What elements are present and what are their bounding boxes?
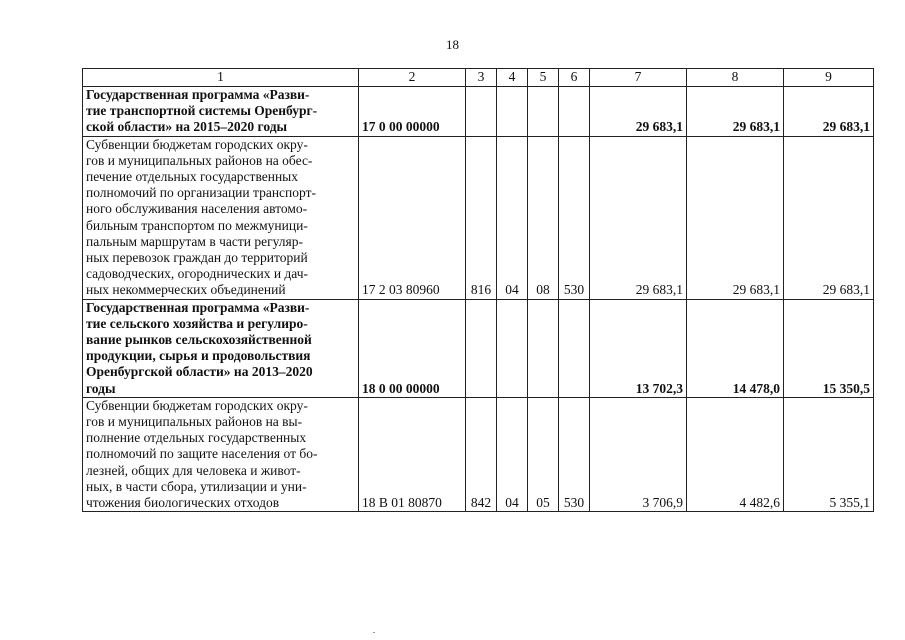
- row-name-line: вание рынков сельскохозяйственной: [86, 332, 312, 348]
- target-article-code-cell: 17 2 03 80960: [359, 136, 466, 299]
- scan-speck: [373, 632, 375, 633]
- expense-type-code-cell: 530: [559, 397, 590, 511]
- row-name-line: садоводческих, огороднических и дач-: [86, 266, 309, 282]
- row-name-cell: [83, 299, 359, 397]
- row-name-line: ных перевозок граждан до территорий: [86, 250, 308, 266]
- amount-col7-cell: 13 702,3: [590, 299, 687, 397]
- row-name-cell: [83, 397, 359, 511]
- row-name-line: полномочий по организации транспорт-: [86, 185, 316, 201]
- target-article-code-cell: 18 В 01 80870: [359, 397, 466, 511]
- amount-col7-cell: 3 706,9: [590, 397, 687, 511]
- subsection-code-cell: [528, 299, 559, 397]
- column-number-header: 3: [466, 69, 497, 87]
- row-name-line: пальным маршрутам в части регуляр-: [86, 233, 303, 249]
- budget-table: [82, 68, 874, 512]
- section-code-cell: [497, 87, 528, 137]
- column-number-header: 1: [83, 69, 359, 87]
- row-name-line: ской области» на 2015–2020 годы: [86, 119, 288, 135]
- row-name-line: тие транспортной системы Оренбург-: [86, 103, 318, 119]
- column-number-header: 5: [528, 69, 559, 87]
- amount-col7-cell: 29 683,1: [590, 136, 687, 299]
- column-number-header: 4: [497, 69, 528, 87]
- ministry-code-cell: 842: [466, 397, 497, 511]
- subvention-row: [83, 136, 874, 299]
- table-body: [83, 69, 874, 512]
- row-name-line: полномочий по защите населения от бо-: [86, 446, 318, 462]
- row-name-line: Государственная программа «Разви-: [86, 299, 310, 315]
- row-name-line: тие сельского хозяйства и регулиро-: [86, 315, 308, 331]
- ministry-code-cell: 816: [466, 136, 497, 299]
- row-name-line: гов и муниципальных районов на вы-: [86, 414, 303, 430]
- amount-col9-cell: 29 683,1: [784, 87, 874, 137]
- row-name-line: Субвенции бюджетам городских окру-: [86, 397, 308, 413]
- column-number-header: 6: [559, 69, 590, 87]
- amount-col8-cell: 29 683,1: [687, 87, 784, 137]
- column-number-header: 7: [590, 69, 687, 87]
- section-code-cell: 04: [497, 136, 528, 299]
- expense-type-code-cell: 530: [559, 136, 590, 299]
- section-code-cell: 04: [497, 397, 528, 511]
- row-name-line: чтожения биологических отходов: [86, 495, 280, 511]
- target-article-code-cell: 17 0 00 00000: [359, 87, 466, 137]
- row-name-line: лезней, общих для человека и живот-: [86, 462, 301, 478]
- row-name-line: ного обслуживания населения автомо-: [86, 201, 308, 217]
- amount-col8-cell: 14 478,0: [687, 299, 784, 397]
- ministry-code-cell: [466, 299, 497, 397]
- row-name-line: бильным транспортом по межмуници-: [86, 217, 308, 233]
- program-row: [83, 299, 874, 397]
- expense-type-code-cell: [559, 299, 590, 397]
- column-number-header: 8: [687, 69, 784, 87]
- row-name-line: ных, в части сбора, утилизации и уни-: [86, 478, 307, 494]
- section-code-cell: [497, 299, 528, 397]
- column-number-header: 9: [784, 69, 874, 87]
- amount-col9-cell: 15 350,5: [784, 299, 874, 397]
- row-name-line: годы: [86, 380, 116, 396]
- column-number-row: [83, 69, 874, 87]
- row-name-cell: [83, 87, 359, 137]
- row-name-line: Государственная программа «Разви-: [86, 87, 310, 102]
- row-name-cell: [83, 136, 359, 299]
- subsection-code-cell: 08: [528, 136, 559, 299]
- row-name-line: печение отдельных государственных: [86, 169, 299, 185]
- column-number-header: 2: [359, 69, 466, 87]
- ministry-code-cell: [466, 87, 497, 137]
- row-name-line: Оренбургской области» на 2013–2020: [86, 364, 313, 380]
- target-article-code-cell: 18 0 00 00000: [359, 299, 466, 397]
- amount-col9-cell: 29 683,1: [784, 136, 874, 299]
- amount-col9-cell: 5 355,1: [784, 397, 874, 511]
- row-name-line: продукции, сырья и продовольствия: [86, 348, 311, 364]
- row-name-line: ных некоммерческих объединений: [86, 282, 286, 298]
- subvention-row: [83, 397, 874, 511]
- row-name-line: полнение отдельных государственных: [86, 430, 307, 446]
- expense-type-code-cell: [559, 87, 590, 137]
- page-number: 18: [446, 37, 459, 52]
- subsection-code-cell: [528, 87, 559, 137]
- program-row: [83, 87, 874, 137]
- subsection-code-cell: 05: [528, 397, 559, 511]
- row-name-line: Субвенции бюджетам городских окру-: [86, 136, 308, 152]
- amount-col8-cell: 4 482,6: [687, 397, 784, 511]
- amount-col8-cell: 29 683,1: [687, 136, 784, 299]
- row-name-line: гов и муниципальных районов на обес-: [86, 152, 313, 168]
- amount-col7-cell: 29 683,1: [590, 87, 687, 137]
